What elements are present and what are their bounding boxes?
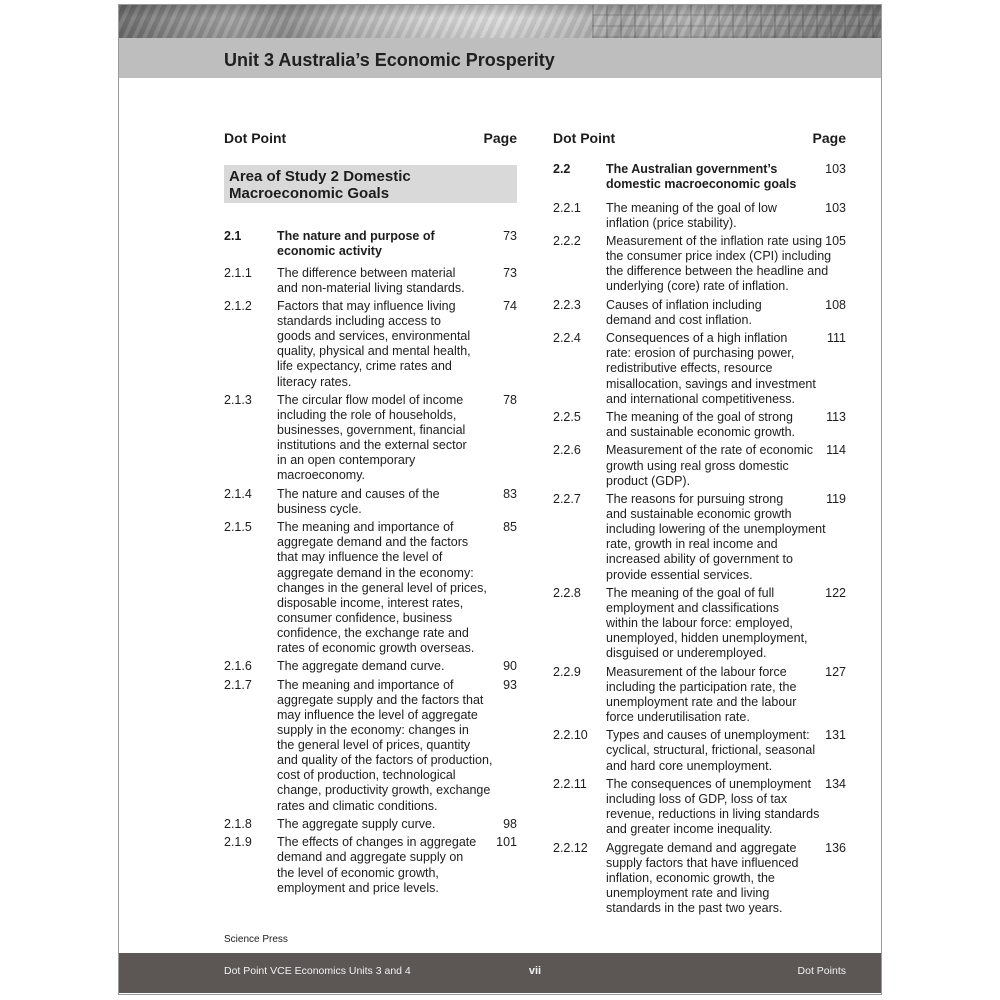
- dot-point-description-line: the level of economic growth,: [277, 865, 439, 880]
- dot-point-description-line: in an open contemporary: [277, 453, 416, 468]
- dot-point-description-line: standards in the past two years.: [606, 900, 783, 915]
- dot-point-description-line: The nature and purpose of: [277, 228, 435, 243]
- dot-point-description-line: including the role of households,: [277, 408, 457, 423]
- dot-point-description-line: and sustainable economic growth.: [606, 425, 796, 440]
- dot-point-description-line: provide essential services.: [606, 567, 753, 582]
- dot-point-description-line: The meaning of the goal of strong: [606, 409, 793, 424]
- dot-point-description-line: and greater income inequality.: [606, 822, 773, 837]
- dot-point-description-line: cyclical, structural, frictional, seasonal: [606, 743, 816, 758]
- dot-point-description-line: employment and price levels.: [277, 880, 439, 895]
- column-header: [553, 130, 846, 147]
- dot-point-description-line: consumer confidence, business: [277, 610, 453, 625]
- dot-point-description-line: may influence the level of aggregate: [277, 707, 478, 722]
- page-number: 105: [825, 234, 846, 249]
- dot-point-description-line: The Australian government’s: [606, 161, 778, 176]
- dot-point-entry: [224, 520, 517, 656]
- dot-point-description-line: business cycle.: [277, 501, 362, 516]
- dot-point-description-line: Aggregate demand and aggregate: [606, 840, 797, 855]
- dot-point-description-line: goods and services, environmental: [277, 329, 471, 344]
- page-number: 136: [825, 840, 846, 855]
- dot-point-number: 2.1.7: [224, 677, 252, 692]
- dot-point-description: [277, 678, 517, 814]
- dot-point-description-line: misallocation, savings and investment: [606, 376, 816, 391]
- dot-point-description-line: the difference between the headline and: [606, 264, 829, 279]
- dot-point-description: [277, 299, 517, 390]
- dot-point-description: [277, 817, 517, 832]
- dot-point-description: [277, 520, 517, 656]
- column-header-dot-point: Dot Point: [224, 129, 287, 146]
- page-number: 98: [503, 816, 517, 831]
- dot-point-description-line: confidence, the exchange rate and: [277, 625, 469, 640]
- dot-point-number: 2.2.8: [553, 585, 581, 600]
- dot-point-description-line: The meaning and importance of: [277, 677, 454, 692]
- dot-point-description-line: increased ability of government to: [606, 552, 793, 567]
- page-number: 111: [826, 331, 846, 346]
- dot-point-number: 2.1.8: [224, 816, 252, 831]
- dot-point-number: 2.1.2: [224, 299, 252, 314]
- footer-page-number: vii: [528, 965, 542, 977]
- area-of-study-heading-line: Area of Study 2 Domestic: [229, 167, 411, 185]
- dot-point-description-line: Measurement of the labour force: [606, 664, 787, 679]
- dot-point-description-line: Consequences of a high inflation: [606, 331, 788, 346]
- dot-point-number: 2.2.9: [553, 664, 581, 679]
- dot-point-description: [277, 659, 517, 674]
- page-number: 90: [503, 659, 517, 674]
- footer-book-title: Dot Point VCE Economics Units 3 and 4: [224, 965, 411, 977]
- left-column: [224, 4, 517, 995]
- dot-point-description-line: inflation (price stability).: [606, 215, 737, 230]
- right-column: [553, 4, 846, 995]
- dot-point-description: [606, 586, 846, 661]
- dot-point-description-line: unemployment rate and the labour: [606, 694, 797, 709]
- dot-point-description-line: The consequences of unemployment: [606, 776, 811, 791]
- dot-point-description-line: and hard core unemployment.: [606, 758, 773, 773]
- dot-point-description-line: change, productivity growth, exchange: [277, 783, 491, 798]
- dot-point-description-line: aggregate demand in the economy:: [277, 565, 474, 580]
- dot-point-description-line: the general level of prices, quantity: [277, 738, 471, 753]
- dot-point-description-line: businesses, government, financial: [277, 423, 466, 438]
- dot-point-number: 2.2.5: [553, 409, 581, 424]
- page-number: 122: [825, 585, 846, 600]
- column-header: [224, 130, 517, 147]
- dot-point-description-line: quality, physical and mental health,: [277, 344, 471, 359]
- dot-point-description-line: demand and aggregate supply on: [277, 850, 464, 865]
- dot-point-description-line: redistributive effects, resource: [606, 361, 773, 376]
- column-header-page: Page: [812, 129, 846, 146]
- dot-point-description-line: underlying (core) rate of inflation.: [606, 279, 789, 294]
- dot-point-number: 2.2.7: [553, 492, 581, 507]
- dot-point-description-line: demand and cost inflation.: [606, 312, 752, 327]
- dot-point-description-line: The meaning of the goal of full: [606, 585, 775, 600]
- page-number: 73: [503, 228, 517, 243]
- page-number: 127: [825, 664, 846, 679]
- dot-point-description: [606, 201, 846, 231]
- dot-point-description-line: rate, growth in real income and: [606, 537, 778, 552]
- unit-title: Unit 3 Australia’s Economic Prosperity: [224, 50, 555, 70]
- dot-point-description-line: that may influence the level of: [277, 550, 443, 565]
- dot-point-number: 2.1.9: [224, 835, 252, 850]
- dot-point-number: 2.2.1: [553, 200, 581, 215]
- column-header-dot-point: Dot Point: [553, 129, 616, 146]
- dot-point-entry: [553, 841, 846, 916]
- page-number: 101: [496, 835, 517, 850]
- dot-point-description-line: growth using real gross domestic: [606, 458, 789, 473]
- dot-point-description: [277, 229, 517, 259]
- dot-point-description: [277, 393, 517, 484]
- page-number: 108: [825, 297, 846, 312]
- page-number: 83: [503, 486, 517, 501]
- dot-point-description-line: The meaning of the goal of low: [606, 200, 777, 215]
- dot-point-description-line: rates and climatic conditions.: [277, 798, 438, 813]
- dot-point-number: 2.2.10: [553, 728, 588, 743]
- page-number: 93: [503, 677, 517, 692]
- dot-point-entry: [224, 487, 517, 517]
- dot-point-description-line: Measurement of the rate of economic: [606, 443, 814, 458]
- dot-point-description-line: domestic macroeconomic goals: [606, 176, 797, 191]
- dot-point-description-line: The reasons for pursuing strong: [606, 492, 784, 507]
- page-number: 73: [503, 265, 517, 280]
- dot-point-description-line: including loss of GDP, loss of tax: [606, 792, 788, 807]
- dot-point-description-line: life expectancy, crime rates and: [277, 359, 452, 374]
- dot-point-entry: [553, 201, 846, 231]
- page-number: 119: [826, 492, 846, 507]
- dot-point-description-line: The aggregate supply curve.: [277, 816, 436, 831]
- dot-point-description-line: disposable income, interest rates,: [277, 595, 464, 610]
- dot-point-description-line: literacy rates.: [277, 374, 352, 389]
- dot-point-description: [606, 443, 846, 488]
- dot-point-entry: [224, 678, 517, 814]
- dot-point-entry: [224, 659, 517, 674]
- page-number: 85: [503, 520, 517, 535]
- dot-point-description-line: including lowering of the unemployment: [606, 522, 826, 537]
- page-number: 78: [503, 392, 517, 407]
- dot-point-list: [224, 229, 517, 900]
- dot-point-number: 2.2.2: [553, 234, 581, 249]
- dot-point-description-line: unemployment rate and living: [606, 885, 770, 900]
- dot-point-number: 2.2: [553, 161, 571, 176]
- dot-point-description-line: The aggregate demand curve.: [277, 659, 445, 674]
- dot-point-description-line: and sustainable economic growth: [606, 507, 792, 522]
- page-number: 134: [825, 776, 846, 791]
- dot-point-description-line: including the participation rate, the: [606, 679, 797, 694]
- dot-point-description: [606, 728, 846, 773]
- footer-bar: [118, 953, 882, 993]
- dot-point-entry: [224, 817, 517, 832]
- footer-section-label: Dot Points: [797, 965, 846, 977]
- column-header-page: Page: [483, 129, 517, 146]
- page-number: 114: [826, 443, 846, 458]
- dot-point-description-line: product (GDP).: [606, 473, 691, 488]
- dot-point-entry: [553, 728, 846, 773]
- dot-point-description-line: The difference between material: [277, 265, 456, 280]
- dot-point-description: [606, 492, 846, 583]
- dot-point-description: [606, 777, 846, 837]
- dot-point-entry: [553, 586, 846, 661]
- dot-point-description: [277, 835, 517, 895]
- dot-point-entry: [553, 492, 846, 583]
- dot-point-entry: [553, 298, 846, 328]
- dot-point-entry: [553, 234, 846, 294]
- section-heading-entry: [553, 162, 846, 192]
- dot-point-description-line: and international competitiveness.: [606, 391, 796, 406]
- dot-point-description-line: inflation, economic growth, the: [606, 870, 775, 885]
- dot-point-entry: [553, 443, 846, 488]
- dot-point-number: 2.2.3: [553, 297, 581, 312]
- dot-point-description-line: supply factors that have influenced: [606, 855, 799, 870]
- dot-point-entry: [224, 299, 517, 390]
- dot-point-description-line: changes in the general level of prices,: [277, 580, 487, 595]
- dot-point-description-line: The circular flow model of income: [277, 392, 464, 407]
- section-heading-entry: [224, 229, 517, 259]
- dot-point-description-line: aggregate supply and the factors that: [277, 692, 484, 707]
- dot-point-entry: [224, 835, 517, 895]
- dot-point-description-line: rates of economic growth overseas.: [277, 641, 475, 656]
- dot-point-number: 2.1.3: [224, 392, 252, 407]
- dot-point-description-line: institutions and the external sector: [277, 438, 467, 453]
- dot-point-entry: [553, 777, 846, 837]
- dot-point-entry: [553, 665, 846, 725]
- dot-point-description-line: macroeconomy.: [277, 468, 365, 483]
- dot-point-description: [606, 331, 846, 406]
- dot-point-list: [553, 162, 846, 920]
- dot-point-description-line: force underutilisation rate.: [606, 709, 750, 724]
- dot-point-description-line: and non-material living standards.: [277, 280, 465, 295]
- page-number: 74: [503, 299, 517, 314]
- dot-point-number: 2.1.5: [224, 520, 252, 535]
- dot-point-description-line: employment and classifications: [606, 601, 779, 615]
- page-number: 113: [826, 409, 846, 424]
- dot-point-description-line: standards including access to: [277, 314, 441, 329]
- dot-point-description: [606, 162, 846, 192]
- dot-point-description-line: Types and causes of unemployment:: [606, 728, 810, 743]
- dot-point-description: [606, 410, 846, 440]
- dot-point-entry: [224, 393, 517, 484]
- dot-point-description-line: rate: erosion of purchasing power,: [606, 346, 795, 361]
- area-of-study-heading: [224, 165, 517, 203]
- dot-point-description: [277, 266, 517, 296]
- dot-point-description-line: supply in the economy: changes in: [277, 723, 469, 738]
- area-of-study-heading-line: Macroeconomic Goals: [229, 184, 390, 202]
- dot-point-number: 2.2.4: [553, 331, 581, 346]
- dot-point-number: 2.1.1: [224, 265, 252, 280]
- dot-point-description-line: cost of production, technological: [277, 768, 456, 783]
- dot-point-description-line: revenue, reductions in living standards: [606, 807, 820, 822]
- dot-point-description: [606, 665, 846, 725]
- dot-point-entry: [553, 331, 846, 406]
- dot-point-number: 2.2.6: [553, 443, 581, 458]
- dot-point-number: 2.2.11: [553, 776, 587, 791]
- dot-point-description-line: Factors that may influence living: [277, 299, 456, 314]
- dot-point-description-line: aggregate demand and the factors: [277, 535, 469, 550]
- dot-point-description-line: within the labour force: employed,: [606, 616, 793, 631]
- publisher-name: Science Press: [224, 934, 288, 945]
- dot-point-description: [277, 487, 517, 517]
- dot-point-number: 2.1.4: [224, 486, 252, 501]
- dot-point-description-line: The meaning and importance of: [277, 520, 454, 535]
- dot-point-description-line: and quality of the factors of production,: [277, 753, 493, 768]
- dot-point-description-line: unemployed, hidden unemployment,: [606, 631, 808, 646]
- dot-point-entry: [553, 410, 846, 440]
- page-number: 103: [825, 161, 846, 176]
- dot-point-description-line: The effects of changes in aggregate: [277, 835, 477, 850]
- page-number: 103: [825, 200, 846, 215]
- page-number: 131: [825, 728, 846, 743]
- dot-point-description-line: economic activity: [277, 243, 382, 258]
- dot-point-description: [606, 234, 846, 294]
- dot-point-number: 2.1.6: [224, 659, 252, 674]
- dot-point-description: [606, 841, 846, 916]
- dot-point-description-line: the consumer price index (CPI) including: [606, 249, 832, 264]
- dot-point-description-line: The nature and causes of the: [277, 486, 440, 501]
- dot-point-number: 2.1: [224, 228, 242, 243]
- dot-point-description-line: Measurement of the inflation rate using: [606, 234, 823, 249]
- dot-point-description-line: disguised or underemployed.: [606, 646, 767, 661]
- dot-point-entry: [224, 266, 517, 296]
- dot-point-number: 2.2.12: [553, 840, 588, 855]
- dot-point-description: [606, 298, 846, 328]
- book-page: [118, 4, 882, 995]
- dot-point-description-line: Causes of inflation including: [606, 297, 762, 312]
